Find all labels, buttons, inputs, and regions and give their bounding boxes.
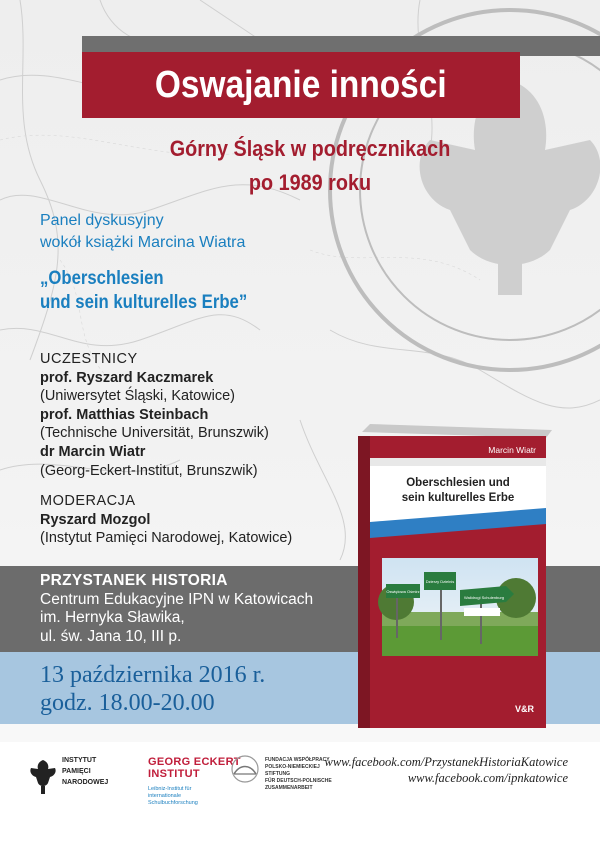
gei-sub-line: Leibniz-Institut für: [148, 786, 192, 792]
gei-line: INSTITUT: [148, 768, 200, 780]
venue-line: ul. św. Jana 10, III p.: [40, 627, 182, 645]
book-publisher: V&R: [514, 704, 534, 714]
fwpn-line: FÜR DEUTSCH-POLNISCHE: [265, 778, 332, 784]
facebook-link-1[interactable]: www.facebook.com/PrzystanekHistoriaKatowice: [324, 755, 568, 769]
subtitle-line-2: po 1989 roku: [248, 170, 372, 195]
gei-subtitle: [148, 786, 198, 807]
gei-logo-text: [148, 756, 241, 780]
panel-line-2: wokół książki Marcina Wiatra: [40, 234, 246, 251]
participants-section: [40, 350, 269, 480]
ipn-line: INSTYTUT: [62, 757, 97, 764]
ipn-eagle-icon: [28, 756, 58, 796]
book-cover: [356, 422, 552, 730]
panel-line-1: Panel dyskusyjny: [40, 212, 164, 229]
fwpn-line: FUNDACJA WSPÓŁPRACY: [265, 757, 330, 763]
moderation-header: MODERACJA: [40, 493, 136, 509]
event-title: Oswajanie inności: [155, 63, 447, 106]
ipn-line: NARODOWEJ: [62, 779, 109, 786]
fwpn-line: STIFTUNG: [265, 771, 290, 777]
moderation-section: [40, 492, 292, 548]
ipn-logo-text: [62, 755, 108, 788]
participant-name: prof. Matthias Steinbach: [40, 406, 209, 423]
title-banner: [82, 52, 520, 118]
book-title-line-2: und sein kulturelles Erbe”: [40, 292, 248, 313]
fwpn-logo-text: [265, 757, 332, 792]
gei-sub-line: internationale: [148, 793, 182, 799]
venue-line: im. Hernyka Sławika,: [40, 609, 185, 626]
moderator-name: Ryszard Mozgol: [40, 511, 151, 528]
facebook-link-2[interactable]: www.facebook.com/ipnkatowice: [407, 771, 568, 785]
participant-affiliation: (Georg-Eckert-Institut, Brunszwik): [40, 462, 258, 479]
road-sign: Walidrogi Schulenburg: [463, 595, 505, 600]
participant-affiliation: (Technische Universität, Brunszwik): [40, 425, 269, 442]
gei-sub-line: Schulbuchforschung: [148, 800, 198, 806]
event-date: 13 października 2016 r.: [40, 662, 266, 688]
venue-section: [40, 572, 313, 646]
venue-name: PRZYSTANEK HISTORIA: [40, 572, 228, 589]
venue-line: Centrum Edukacyjne IPN w Katowicach: [40, 590, 314, 608]
event-time: godz. 18.00-20.00: [40, 690, 215, 716]
road-sign: Dzierzy Dzielnis: [425, 579, 455, 584]
participant-affiliation: (Uniwersytet Śląski, Katowice): [40, 388, 235, 405]
participant-name: prof. Ryszard Kaczmarek: [40, 369, 214, 386]
road-sign: Oswiętowa Ośmirz: [386, 589, 420, 594]
moderator-affiliation: (Instytut Pamięci Narodowej, Katowice): [40, 530, 293, 547]
book-cover-title-2: sein kulturelles Erbe: [401, 492, 515, 504]
fwpn-line: ZUSAMMENARBEIT: [265, 785, 313, 791]
fwpn-bridge-icon: [230, 754, 260, 784]
book-author: Marcin Wiatr: [488, 445, 536, 455]
book-title-line-1: „Oberschlesien: [40, 268, 164, 289]
fwpn-line: POLSKO-NIEMIECKIEJ: [265, 764, 320, 770]
participants-header: UCZESTNICY: [40, 351, 138, 367]
ipn-line: PAMIĘCI: [62, 768, 91, 775]
book-cover-title-1: Oberschlesien und: [406, 477, 510, 489]
participant-name: dr Marcin Wiatr: [40, 443, 146, 460]
gei-line: GEORG ECKERT: [148, 756, 241, 768]
subtitle-line-1: Górny Śląsk w podręcznikach: [169, 136, 451, 161]
